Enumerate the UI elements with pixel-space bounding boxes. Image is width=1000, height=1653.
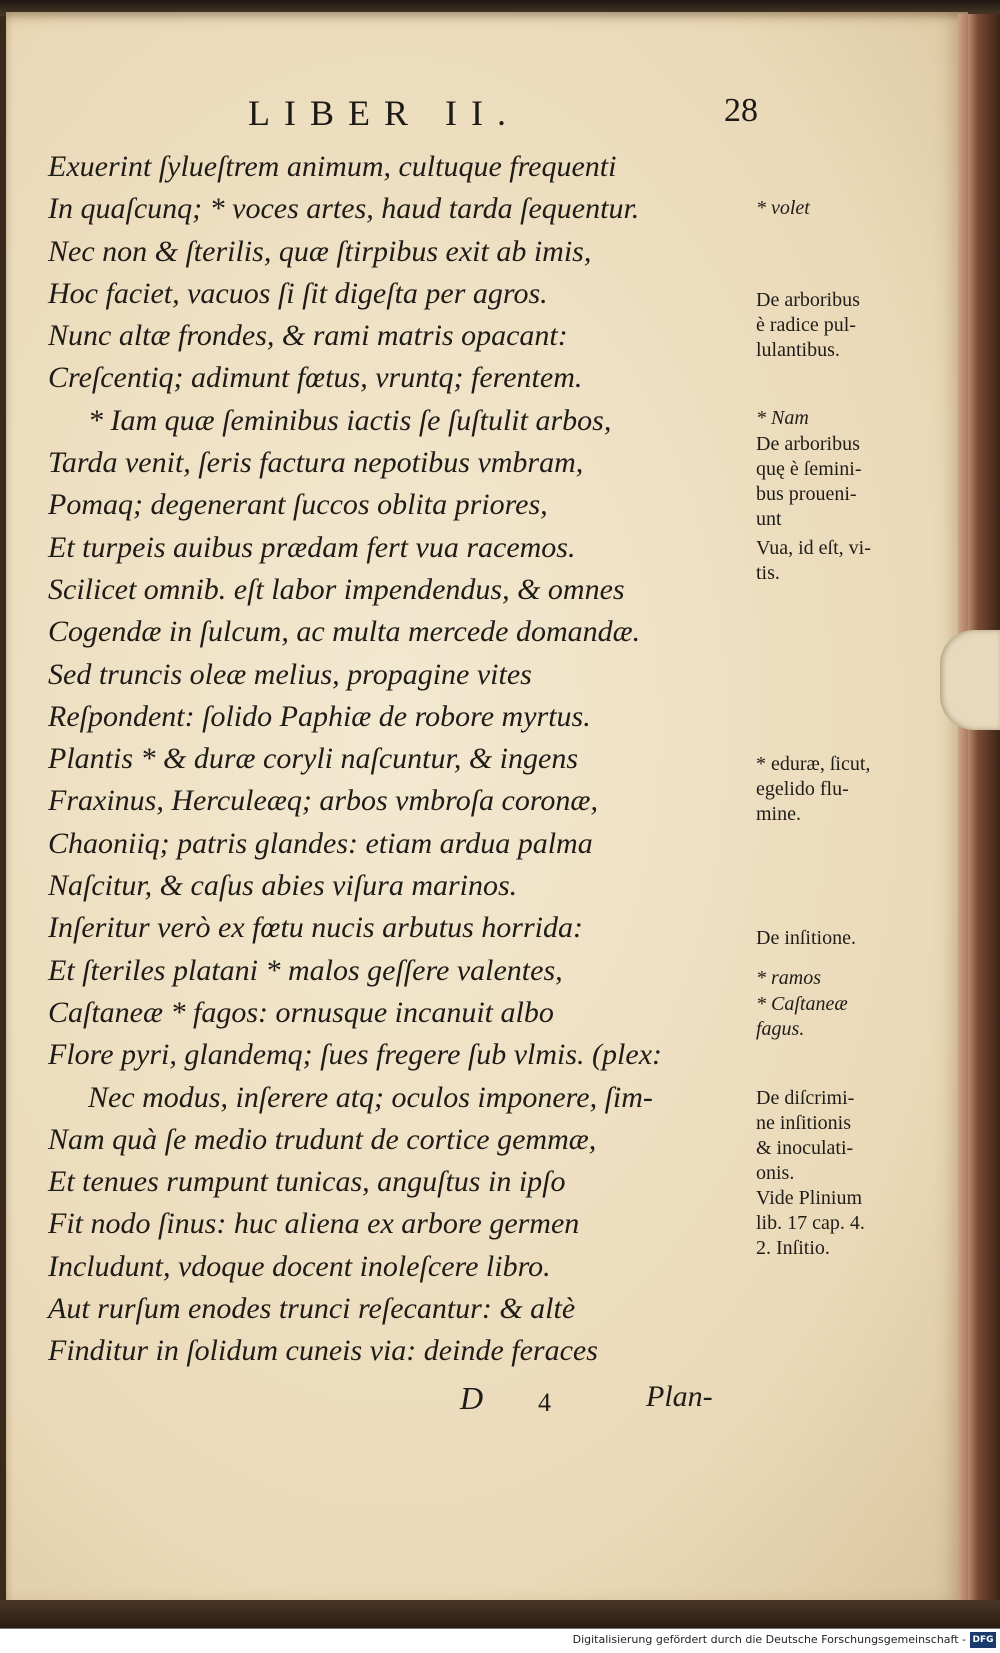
margin-note-line: fagus. — [756, 1018, 805, 1040]
verse-line: * Iam quæ ſeminibus iactis ſe ſuſtulit arbos, — [88, 403, 612, 437]
verse-line: Creſcentiq; adimunt fœtus, vruntq; ferentem. — [48, 361, 583, 395]
digitization-footer — [0, 1628, 1000, 1653]
margin-note-edurae — [756, 752, 956, 827]
verse-line: Nec non & ſterilis, quæ ſtirpibus exit ab imis, — [48, 234, 592, 268]
page-number: 28 — [724, 92, 758, 129]
margin-note-ramos: * ramos — [756, 967, 822, 989]
margin-note-line: Vide Plinium — [756, 1187, 863, 1209]
margin-note-line: * eduræ, ſicut, — [756, 753, 871, 775]
page-header — [248, 92, 758, 142]
margin-note-line: tis. — [756, 562, 780, 584]
verse-line: Pomaq; degenerant ſuccos oblita priores, — [48, 488, 548, 522]
margin-note-line: lib. 17 cap. 4. — [756, 1212, 865, 1234]
verse-line: Exuerint ſylueſtrem animum, cultuque frequenti — [48, 150, 617, 183]
book-binding-edge — [968, 14, 1000, 1610]
verse-line: Nunc altæ frondes, & rami matris opacant: — [48, 319, 568, 353]
verse-line: Et turpeis auibus prædam fert vua racemos. — [48, 530, 576, 564]
signature-mark: D — [460, 1380, 484, 1416]
verse-line: Tarda venit, ſeris factura nepotibus vmbram, — [48, 446, 584, 480]
verse-line: Et tenues rumpunt tunicas, anguſtus in ipſo — [48, 1165, 566, 1199]
verse-line: Fit nodo ſinus: huc aliena ex arbore germen — [48, 1207, 580, 1241]
verse-line: Nec modus, inſerere atq; oculos imponere, ſim- — [88, 1080, 653, 1114]
margin-note-vua — [756, 536, 956, 586]
verse-line: Fraxinus, Herculeæq; arbos vmbroſa coronæ, — [48, 784, 598, 818]
signature-number: 4 — [538, 1388, 551, 1417]
margin-note-line: quę è ſemini- — [756, 458, 862, 480]
funding-credit: Digitalisierung gefördert durch die Deutsche Forschungsgemeinschaft - — [572, 1633, 966, 1646]
running-title: LIBER II. — [248, 93, 520, 133]
catchword: Plan- — [646, 1380, 713, 1413]
margin-note-line: è radice pul- — [756, 314, 856, 336]
margin-note-castaneae — [756, 992, 956, 1042]
margin-note-line: De diſcrimi- — [756, 1087, 855, 1109]
verse-line: Sed truncis oleæ melius, propagine vites — [48, 657, 532, 691]
verse-line: Et ſteriles platani * malos geſſere valentes, — [48, 953, 563, 987]
verse-line: Scilicet omnib. eſt labor impendendus, & omnes — [48, 572, 625, 606]
margin-note-nam: * Nam — [756, 407, 809, 429]
page-foot — [48, 1380, 748, 1424]
verse-line: Nam quà ſe medio trudunt de cortice gemmæ, — [48, 1122, 597, 1156]
verse-line: Naſcitur, & caſus abies viſura marinos. — [48, 869, 518, 903]
margin-note-line: 2. Inſitio. — [756, 1237, 830, 1259]
verse-line: Plantis * & duræ coryli naſcuntur, & ingens — [48, 742, 578, 776]
verse-line: Inſeritur verò ex fœtu nucis arbutus horrida: — [48, 911, 583, 945]
verse-line: Finditur in ſolidum cuneis via: deinde feraces — [48, 1334, 598, 1368]
margin-note-line: Vua, id eſt, vi- — [756, 537, 871, 559]
margin-note-line: mine. — [756, 803, 801, 825]
margin-note-radice — [756, 288, 956, 363]
verse-line: Reſpondent: ſolido Paphiæ de robore myrtus. — [48, 699, 591, 733]
page-red-edge — [958, 14, 968, 1610]
margin-note-line: De arboribus — [756, 289, 860, 311]
margin-note-line: unt — [756, 508, 782, 530]
margin-note-line: De arboribus — [756, 433, 860, 455]
margin-note-volet: * volet — [756, 197, 810, 219]
verse-line: In quaſcunq; * voces artes, haud tarda ſequentur. — [48, 192, 640, 226]
verse-column — [48, 146, 768, 1373]
verse-line: Flore pyri, glandemq; ſues fregere ſub vlmis. (plex: — [48, 1038, 663, 1072]
page-clip-tab — [940, 630, 1000, 730]
verse-line: Includunt, vdoque docent inoleſcere libro. — [48, 1249, 551, 1283]
margin-note-line: onis. — [756, 1162, 795, 1184]
margin-note-line: lulantibus. — [756, 339, 840, 361]
margin-note-line: bus proueni- — [756, 483, 857, 505]
margin-note-insitione: De inſitione. — [756, 927, 856, 949]
verse-line: Aut rurſum enodes trunci reſecantur: & altè — [48, 1292, 576, 1326]
verse-line: Caſtaneæ * fagos: ornusque incanuit albo — [48, 995, 554, 1029]
margin-note-line: ne inſitionis — [756, 1112, 851, 1134]
margin-note-line: egelido flu- — [756, 778, 849, 800]
margin-note-line: * Caſtaneæ — [756, 993, 848, 1015]
verse-line: Hoc faciet, vacuos ſi ſit digeſta per agros. — [48, 276, 548, 310]
dfg-logo-icon: DFG — [970, 1632, 996, 1648]
verse-line: Cogendæ in ſulcum, ac multa mercede domandæ. — [48, 615, 641, 649]
margin-note-discrimine — [756, 1086, 956, 1261]
margin-note-seminibus — [756, 432, 956, 532]
margin-note-line: & inoculati- — [756, 1137, 854, 1159]
book-bottom-edge — [0, 1600, 1000, 1628]
verse-line: Chaoniiq; patris glandes: etiam ardua palma — [48, 826, 593, 860]
